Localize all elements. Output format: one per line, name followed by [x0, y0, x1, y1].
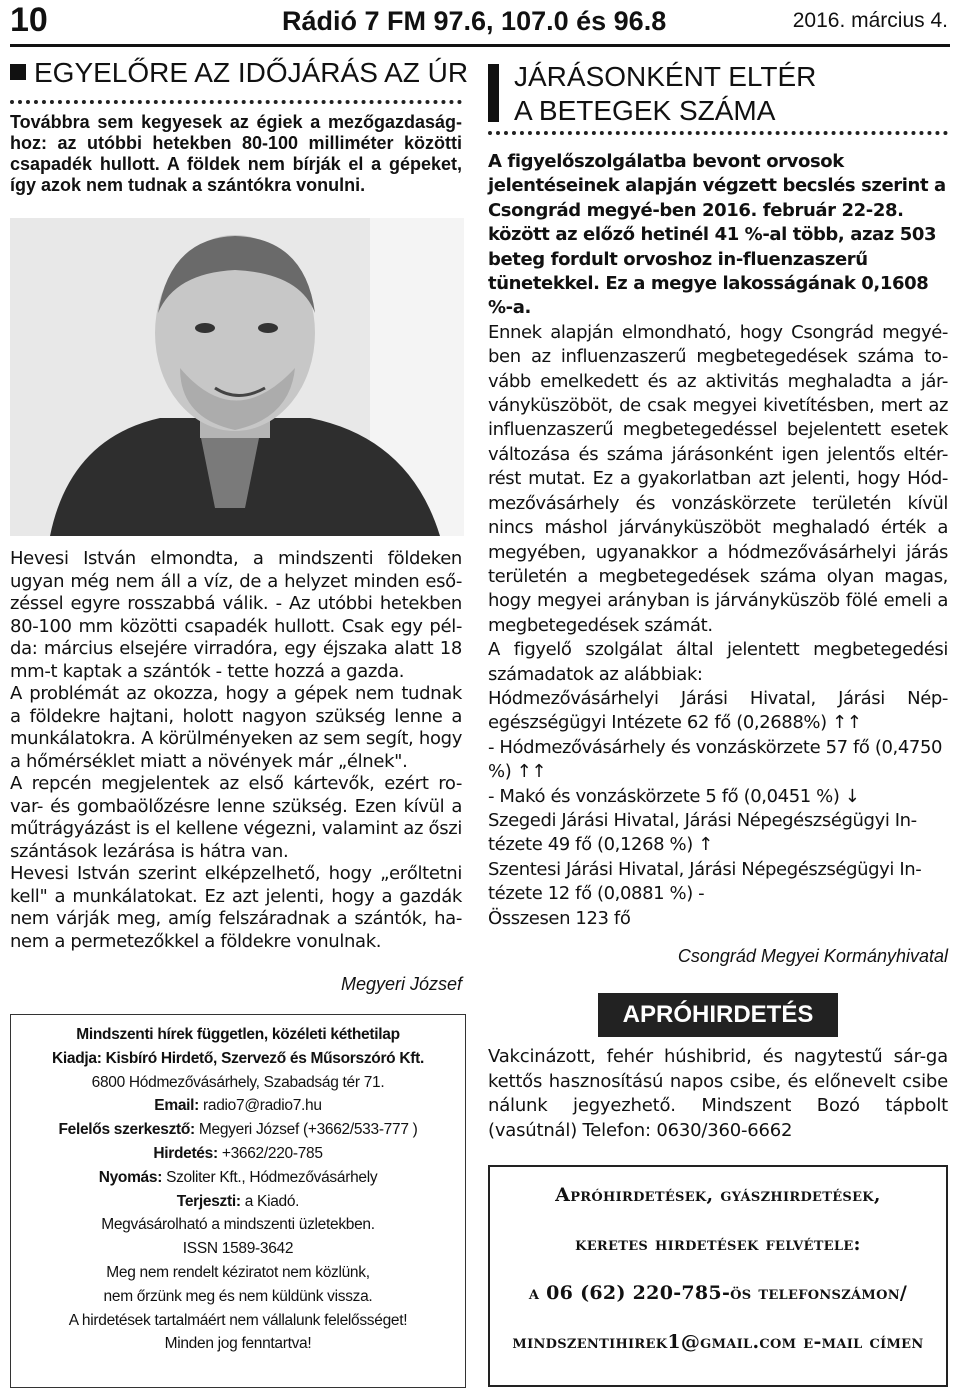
imprint-line — [11, 1190, 465, 1214]
imprint-line-label: Mindszenti hírek független, közéleti kéthetilap — [76, 1026, 400, 1043]
imprint-line-value: 6800 Hódmezővásárhely, Szabadság tér 71. — [91, 1073, 385, 1091]
left-paragraph-2: A problémát az okozza, hogy a gépek nem tudnak a földekre hajtani, holott nagyon szükség lenne a munkálatokra. A körülményeken az sem segít, hogy a hőmérséklet miatt a növények már „élnek". — [10, 683, 462, 772]
imprint-line — [11, 1071, 465, 1095]
header-rule — [10, 44, 950, 47]
imprint-line — [11, 1309, 465, 1333]
imprint-lines — [11, 1015, 465, 1356]
left-paragraph-1: Hevesi István elmondta, a mindszenti földeken ugyan még nem áll a víz, de a helyzet minden eső-zéssel egyre rosszabbá válik. - Az utóbbi hetekben 80-100 mm közötti csapadék hullott. Csak egy pél-da: március elsejére virradóra, egy éjszaka alatt 18 mm-t kaptak a szántók - tette hozzá a gazda. — [10, 548, 462, 682]
right-article-title — [514, 60, 816, 128]
imprint-line — [11, 1166, 465, 1190]
imprint-line-value: Megvásárolható a mindszenti üzletekben. — [101, 1216, 375, 1234]
left-article-lead: Továbbra sem kegyesek az égiek a mezőgazdaság-hoz: az utóbbi hetekben 80-100 milliméter közötti csapadék hullott. A földek nem bírják el a gépeket, így azok nem tudnak a szántókra vonulni. — [10, 112, 462, 195]
imprint-line — [11, 1237, 465, 1261]
imprint-line-label: Hirdetés: — [153, 1144, 222, 1162]
ads-box-line-2: keretes hirdetések felvétele: — [575, 1233, 861, 1255]
right-paragraph-6: Szegedi Járási Hivatal, Járási Népegészségügyi In-tézete 49 fő (0,1268 %) ↑ — [488, 809, 917, 856]
left-article-title-text: EGYELŐRE AZ IDŐJÁRÁS AZ ÚR — [34, 57, 469, 88]
imprint-line-value: +3662/220-785 — [221, 1144, 323, 1162]
dotted-divider — [10, 100, 462, 104]
imprint-line — [11, 1142, 465, 1166]
imprint-line — [11, 1047, 465, 1071]
man-portrait-image — [10, 218, 464, 536]
right-paragraph-8: Összesen 123 fő — [488, 907, 631, 929]
left-paragraph-3: A repcén megjelentek az első kártevők, ezért ro-var- és gombaölőzésre lenne szükség. Ezen kívül a műtrágyázást is el kellene végezni, valamint az őszi szántások lezárása is hátra van. — [10, 773, 462, 862]
left-article-title — [10, 56, 468, 90]
imprint-line-value: ISSN 1589-3642 — [182, 1240, 294, 1258]
page-number: 10 — [10, 1, 48, 39]
left-paragraph-4: Hevesi István szerint elképzelhető, hogy „erőltetni kell" a munkálatokat. Ez azt jelenti, hogy a gazdák nem várják meg, amíg felszáradnak a szántók, ha-nem a permetezőkkel a földekre vonulnak. — [10, 863, 462, 952]
imprint-line-label: Email: — [154, 1097, 204, 1115]
imprint-line-label: Nyomás: — [98, 1168, 167, 1186]
ads-box-line-1: Apróhirdetések, gyászhirdetések, — [555, 1184, 881, 1206]
ads-heading: APRÓHIRDETÉS — [598, 993, 838, 1037]
imprint-line — [11, 1118, 465, 1142]
right-paragraph-5: - Makó és vonzáskörzete 5 fő (0,0451 %) ↓ — [488, 785, 860, 807]
imprint-line-value: Megyeri József (+3662/533-777 ) — [198, 1121, 418, 1139]
imprint-line — [11, 1213, 465, 1237]
station-title: Rádió 7 FM 97.6, 107.0 és 96.8 — [282, 6, 667, 36]
right-article-source: Csongrád Megyei Kormányhivatal — [677, 946, 948, 966]
right-paragraph-1: Ennek alapján elmondható, hogy Csongrád megyé-ben az influenzaszerű megbetegedések száma to-vább emelkedett és az aktivitás meghaladta a jár-ványküszöböt, de csak megyei kivetítésben, mert az influenzaszerű megbetegedéssel bejelentett esetek változása és száma járásonként igen jelentős eltér-rést mutat. Ez a gyakorlatban azt jelenti, hogy Hód-mezővásárhely és vonzáskörzete területén kívül nincs máshol járványküszöböt meghaladó érték a megyében, ugyanakkor a hódmezővásárhelyi járás területén a megbetegedések száma olyan magas, hogy megyei arányban is járványküszöb fölé emeli a megbetegedések számát. — [488, 321, 948, 636]
imprint-line — [11, 1332, 465, 1356]
imprint-box — [10, 1014, 466, 1388]
title-bar-icon — [488, 64, 499, 122]
square-bullet-icon — [10, 64, 26, 80]
imprint-line-value: Szoliter Kft., Hódmezővásárhely — [166, 1168, 378, 1186]
left-article-body — [10, 548, 462, 953]
imprint-line — [11, 1094, 465, 1118]
right-title-line-2: A BETEGEK SZÁMA — [514, 95, 776, 126]
imprint-line — [11, 1285, 465, 1309]
right-article-lead: A figyelőszolgálatba bevont orvosok jelentéseinek alapján végzett becslés szerint a Csongrád megyé-ben 2016. február 22-28. között az előző hetinél 41 %-al több, azaz 503 beteg fordult orvoshoz in-fluenzaszerű tünetekkel. Ez a megye lakosságának 0,1608 %-a. — [488, 151, 946, 319]
imprint-line-value: nem őrzünk meg és nem küldünk vissza. — [103, 1287, 373, 1305]
right-title-line-1: JÁRÁSONKÉNT ELTÉR — [514, 61, 817, 92]
right-paragraph-7: Szentesi Járási Hivatal, Járási Népegészségügyi In-tézete 12 fő (0,0881 %) - — [488, 858, 922, 905]
imprint-line — [11, 1023, 465, 1047]
imprint-line-label: Terjeszti: — [176, 1192, 245, 1210]
dotted-divider — [488, 131, 948, 135]
right-paragraph-4: - Hódmezővásárhely és vonzáskörzete 57 fő (0,4750 %) ↑↑ — [488, 736, 943, 783]
imprint-line-label: Kiadja: Kisbíró Hirdető, Szervező és Műsorszóró Kft. — [52, 1049, 424, 1067]
issue-date: 2016. március 4. — [792, 9, 948, 32]
right-paragraph-2: A figyelő szolgálat által jelentett megbetegedési számadatok az alábbiak: — [488, 639, 948, 685]
imprint-line-value: A hirdetések tartalmáért nem vállalunk felelősséget! — [68, 1311, 408, 1329]
left-article-author: Megyeri József — [340, 974, 462, 994]
right-paragraph-3: Hódmezővásárhelyi Járási Hivatal, Járási Nép-egészségügyi Intézete 62 fő (0,2688%) ↑↑ — [488, 687, 948, 734]
imprint-line-value: Minden jog fenntartva! — [164, 1335, 312, 1353]
right-article-body — [488, 150, 948, 931]
ads-contact-box — [488, 1165, 948, 1387]
imprint-line — [11, 1261, 465, 1285]
ad-text: Vakcinázott, fehér húshibrid, és nagytestű sár-ga kettős hasznosítású napos csibe, és előnevelt csibe nálunk jegyezhető. Mindszent Bozó tápbolt (vasútnál) Telefon: 0630/360-6662 — [488, 1046, 948, 1141]
portrait-photo — [10, 218, 464, 536]
imprint-line-value: Meg nem rendelt kéziratot nem közlünk, — [106, 1263, 370, 1281]
ads-box-line-3: a 06 (62) 220-785-ös telefonszámon/ — [528, 1282, 908, 1304]
imprint-line-label: Felelős szerkesztő: — [58, 1121, 199, 1139]
imprint-line-value: radio7@radio7.hu — [203, 1097, 322, 1115]
imprint-line-value: a Kiadó. — [244, 1192, 300, 1210]
ads-box-line-4: mindszentihirek1@gmail.com e-mail címen — [512, 1331, 924, 1353]
